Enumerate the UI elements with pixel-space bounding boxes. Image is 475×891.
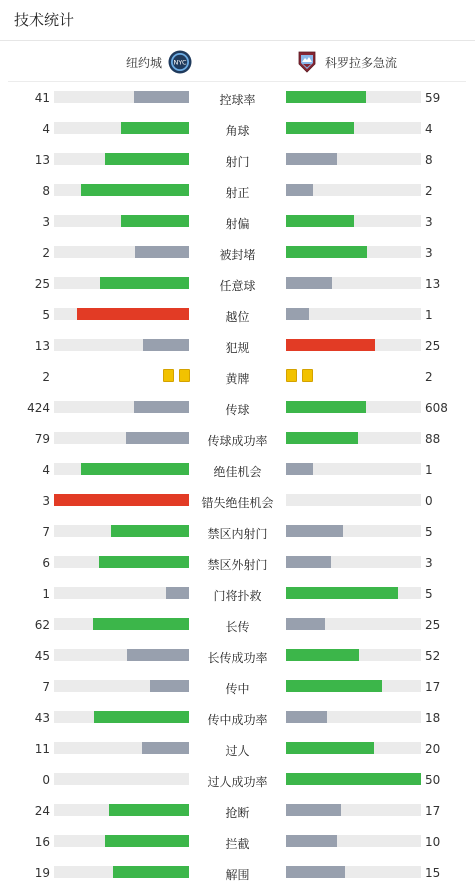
away-yellow-cards [286, 369, 313, 382]
away-stat-bar-track [286, 742, 421, 754]
stat-row [0, 271, 475, 302]
stat-row [0, 798, 475, 829]
away-team-name: 科罗拉多急流 [325, 55, 398, 70]
home-stat-bar-track [54, 587, 189, 599]
home-stat-bar-track [54, 308, 189, 320]
svg-text:NYC: NYC [173, 58, 187, 67]
home-stat-value: 24 [34, 804, 50, 818]
stat-row [0, 240, 475, 271]
home-stat-value: 8 [42, 184, 50, 198]
home-yellow-cards [163, 369, 190, 382]
away-stat-bar-track [286, 153, 421, 165]
home-stat-bar-track [54, 804, 189, 816]
home-stat-bar [150, 680, 189, 692]
home-stat-bar [77, 308, 189, 320]
away-stat-value: 2 [425, 370, 433, 384]
away-stat-value: 18 [425, 711, 441, 725]
home-stat-value: 79 [34, 432, 50, 446]
stat-label: 禁区内射门 [207, 527, 268, 541]
away-stat-bar-track [286, 91, 421, 103]
away-stat-bar [286, 649, 359, 661]
away-stat-bar [286, 401, 366, 413]
stat-label: 过人 [225, 744, 250, 758]
home-stat-bar-track [54, 122, 189, 134]
away-stat-value: 25 [425, 618, 441, 632]
stat-row [0, 333, 475, 364]
stat-row [0, 302, 475, 333]
away-stat-bar-track [286, 525, 421, 537]
stat-row [0, 705, 475, 736]
away-stat-value: 608 [425, 401, 448, 415]
away-stat-bar-track [286, 773, 421, 785]
stat-row [0, 85, 475, 116]
away-stat-bar [286, 277, 332, 289]
away-stat-bar [286, 463, 313, 475]
home-stat-bar [111, 525, 189, 537]
away-stat-bar [286, 773, 421, 785]
stat-row [0, 612, 475, 643]
header-divider [8, 81, 466, 82]
stat-row [0, 364, 475, 395]
stat-row [0, 457, 475, 488]
stat-label: 控球率 [219, 93, 256, 107]
away-stat-value: 1 [425, 463, 433, 477]
home-stat-bar-track [54, 618, 189, 630]
home-stat-bar [127, 649, 189, 661]
home-stat-value: 13 [34, 339, 50, 353]
away-stat-bar-track [286, 835, 421, 847]
home-stat-value: 0 [42, 773, 50, 787]
away-stat-value: 8 [425, 153, 433, 167]
stat-label: 过人成功率 [207, 775, 268, 789]
away-stat-value: 25 [425, 339, 441, 353]
home-stat-bar-track [54, 463, 189, 475]
home-stat-value: 3 [42, 215, 50, 229]
home-stat-bar-track [54, 215, 189, 227]
home-stat-bar-track [54, 556, 189, 568]
home-stat-value: 4 [42, 463, 50, 477]
home-stat-value: 6 [42, 556, 50, 570]
away-team-header [295, 50, 397, 74]
home-stat-bar [109, 804, 189, 816]
away-stat-bar [286, 339, 375, 351]
stat-row [0, 395, 475, 426]
home-stat-bar-track [54, 742, 189, 754]
stat-label: 长传成功率 [207, 651, 268, 665]
away-stat-value: 52 [425, 649, 441, 663]
stat-label: 传中成功率 [207, 713, 268, 727]
home-stat-bar-track [54, 649, 189, 661]
stat-label: 射偏 [225, 217, 250, 231]
home-stat-bar [143, 339, 189, 351]
away-stat-bar [286, 246, 367, 258]
away-stat-value: 17 [425, 804, 441, 818]
away-stat-bar-track [286, 680, 421, 692]
away-stat-value: 59 [425, 91, 441, 105]
away-stat-bar-track [286, 556, 421, 568]
nycfc-crest-icon [168, 50, 192, 74]
away-stat-value: 13 [425, 277, 441, 291]
stat-label: 射门 [225, 155, 250, 169]
away-stat-bar-track [286, 804, 421, 816]
stat-row [0, 736, 475, 767]
stat-label: 角球 [225, 124, 250, 138]
home-stat-bar-track [54, 401, 189, 413]
home-stat-bar [100, 277, 189, 289]
yellow-card-icon [286, 369, 297, 382]
stat-row [0, 767, 475, 798]
away-stat-bar-track [286, 866, 421, 878]
away-stat-bar [286, 215, 354, 227]
away-stat-value: 10 [425, 835, 441, 849]
stat-row [0, 209, 475, 240]
away-stat-bar-track [286, 277, 421, 289]
away-stat-bar-track [286, 308, 421, 320]
away-stat-bar [286, 525, 343, 537]
home-stat-bar [135, 246, 189, 258]
home-stat-bar [81, 184, 189, 196]
stat-label: 犯规 [225, 341, 250, 355]
home-stat-value: 2 [42, 370, 50, 384]
away-stat-value: 4 [425, 122, 433, 136]
home-stat-value: 7 [42, 525, 50, 539]
stat-label: 黄牌 [225, 372, 250, 386]
stat-label: 任意球 [219, 279, 256, 293]
home-stat-bar-track [54, 184, 189, 196]
home-stat-value: 3 [42, 494, 50, 508]
home-stat-value: 13 [34, 153, 50, 167]
stat-label: 射正 [225, 186, 250, 200]
away-stat-bar-track [286, 401, 421, 413]
stat-label: 错失绝佳机会 [201, 496, 274, 510]
away-stat-value: 0 [425, 494, 433, 508]
stat-label: 禁区外射门 [207, 558, 268, 572]
home-stat-bar [54, 494, 189, 506]
away-stat-bar-track [286, 339, 421, 351]
home-stat-value: 19 [34, 866, 50, 880]
home-team-name: 纽约城 [126, 55, 163, 70]
stat-label: 传球 [225, 403, 250, 417]
stat-label: 门将扑救 [213, 589, 262, 603]
home-stat-value: 43 [34, 711, 50, 725]
home-stat-bar [105, 153, 189, 165]
page-title: 技术统计 [14, 11, 75, 29]
stat-label: 被封堵 [219, 248, 256, 262]
home-stat-bar-track [54, 773, 189, 785]
away-stat-bar [286, 587, 398, 599]
away-stat-bar [286, 742, 374, 754]
home-team-header [126, 50, 192, 74]
home-stat-value: 45 [34, 649, 50, 663]
away-stat-value: 5 [425, 525, 433, 539]
yellow-card-icon [179, 369, 190, 382]
home-stat-bar [134, 401, 189, 413]
away-stat-bar [286, 122, 354, 134]
away-stat-value: 2 [425, 184, 433, 198]
away-stat-bar [286, 184, 313, 196]
stat-row [0, 147, 475, 178]
away-stat-bar [286, 308, 309, 320]
home-stat-bar-track [54, 339, 189, 351]
away-stat-value: 3 [425, 215, 433, 229]
away-stat-bar-track [286, 494, 421, 506]
away-stat-bar [286, 432, 358, 444]
home-stat-value: 11 [34, 742, 50, 756]
yellow-card-icon [163, 369, 174, 382]
away-stat-bar [286, 866, 345, 878]
home-stat-bar-track [54, 835, 189, 847]
home-stat-bar [93, 618, 189, 630]
away-stat-bar-track [286, 246, 421, 258]
stat-label: 抢断 [225, 806, 250, 820]
stats-list [0, 85, 475, 891]
away-stat-bar-track [286, 184, 421, 196]
home-stat-value: 2 [42, 246, 50, 260]
stat-label: 长传 [225, 620, 250, 634]
home-stat-bar-track [54, 866, 189, 878]
away-stat-value: 15 [425, 866, 441, 880]
away-stat-value: 20 [425, 742, 441, 756]
away-stat-value: 5 [425, 587, 433, 601]
away-stat-value: 3 [425, 556, 433, 570]
home-stat-bar-track [54, 494, 189, 506]
home-stat-bar-track [54, 432, 189, 444]
stat-row [0, 519, 475, 550]
home-stat-bar-track [54, 91, 189, 103]
title-divider [0, 40, 475, 41]
home-stat-bar [166, 587, 189, 599]
home-stat-value: 4 [42, 122, 50, 136]
stat-row [0, 550, 475, 581]
home-stat-bar-track [54, 153, 189, 165]
home-stat-bar [81, 463, 189, 475]
stat-row [0, 426, 475, 457]
home-stat-value: 424 [27, 401, 50, 415]
stat-label: 解围 [225, 868, 250, 882]
home-stat-bar [142, 742, 189, 754]
home-stat-value: 41 [34, 91, 50, 105]
home-stat-value: 16 [34, 835, 50, 849]
stat-label: 传球成功率 [207, 434, 268, 448]
stat-row [0, 829, 475, 860]
away-stat-bar [286, 556, 331, 568]
home-stat-bar [121, 122, 189, 134]
home-stat-bar [126, 432, 189, 444]
stat-row [0, 488, 475, 519]
home-stat-value: 5 [42, 308, 50, 322]
stat-label: 拦截 [225, 837, 250, 851]
stat-row [0, 674, 475, 705]
home-stat-value: 1 [42, 587, 50, 601]
stat-row [0, 643, 475, 674]
home-stat-value: 25 [34, 277, 50, 291]
away-stat-bar [286, 153, 337, 165]
home-stat-bar-track [54, 277, 189, 289]
stat-label: 越位 [225, 310, 250, 324]
home-stat-bar-track [54, 680, 189, 692]
home-stat-bar [121, 215, 189, 227]
away-stat-value: 17 [425, 680, 441, 694]
away-stat-bar-track [286, 649, 421, 661]
away-stat-value: 3 [425, 246, 433, 260]
home-stat-bar [113, 866, 189, 878]
away-stat-bar-track [286, 432, 421, 444]
away-stat-bar [286, 835, 337, 847]
away-stat-bar [286, 711, 327, 723]
away-stat-bar [286, 91, 366, 103]
home-stat-value: 7 [42, 680, 50, 694]
away-stat-bar [286, 804, 341, 816]
stat-label: 传中 [225, 682, 250, 696]
stat-row [0, 581, 475, 612]
stat-label: 绝佳机会 [213, 465, 262, 479]
home-stat-bar [105, 835, 189, 847]
away-stat-bar-track [286, 711, 421, 723]
away-stat-bar-track [286, 618, 421, 630]
home-stat-value: 62 [34, 618, 50, 632]
away-stat-value: 1 [425, 308, 433, 322]
away-stat-bar-track [286, 122, 421, 134]
away-stat-bar [286, 680, 382, 692]
home-stat-bar-track [54, 525, 189, 537]
home-stat-bar [134, 91, 189, 103]
stat-row [0, 860, 475, 891]
away-stat-bar-track [286, 587, 421, 599]
away-stat-value: 50 [425, 773, 441, 787]
away-stat-bar-track [286, 463, 421, 475]
away-stat-value: 88 [425, 432, 441, 446]
home-stat-bar-track [54, 711, 189, 723]
away-stat-bar-track [286, 215, 421, 227]
home-stat-bar [94, 711, 189, 723]
away-stat-bar [286, 618, 325, 630]
stat-row [0, 178, 475, 209]
home-stat-bar [99, 556, 189, 568]
home-stat-bar-track [54, 246, 189, 258]
colorado-rapids-crest-icon [295, 50, 319, 74]
yellow-card-icon [302, 369, 313, 382]
stat-row [0, 116, 475, 147]
